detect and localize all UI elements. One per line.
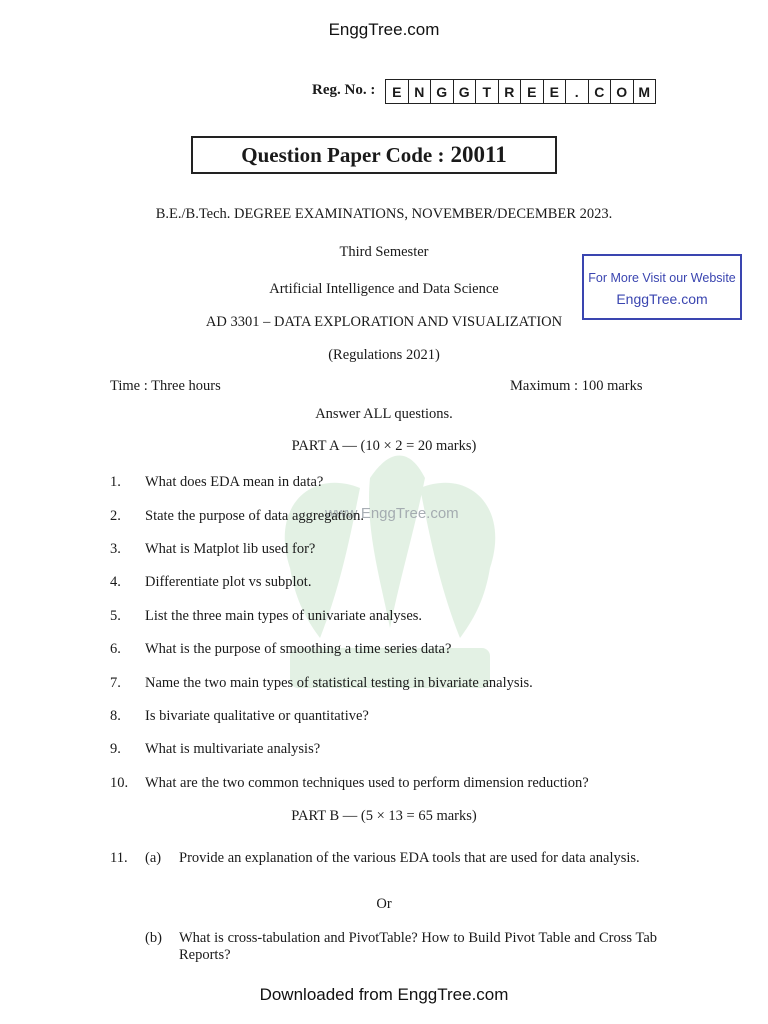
question-number: 1.	[110, 474, 121, 490]
part-b-heading: PART B — (5 × 13 = 65 marks)	[291, 808, 477, 824]
part-a-heading: PART A — (10 × 2 = 20 marks)	[291, 438, 477, 454]
question-text: Name the two main types of statistical testing in bivariate analysis.	[145, 675, 533, 691]
question-number: 5.	[110, 608, 121, 624]
question-text: Differentiate plot vs subplot.	[145, 574, 312, 590]
semester: Third Semester	[339, 244, 429, 260]
question-number: 10.	[110, 775, 129, 791]
department: Artificial Intelligence and Data Science	[269, 281, 499, 297]
reg-no-boxes	[385, 79, 656, 104]
or-separator: Or	[376, 896, 392, 912]
question-11b-text: What is cross-tabulation and PivotTable? How to Build Pivot Table and Cross Tab Reports?	[179, 930, 657, 963]
website-box-line1: For More Visit our Website	[588, 271, 736, 285]
question-11b-label: (b)	[145, 930, 162, 946]
question-text: What does EDA mean in data?	[145, 474, 324, 490]
question-text: What is multivariate analysis?	[145, 741, 321, 757]
question-text: What are the two common techniques used to perform dimension reduction?	[145, 775, 589, 791]
watermark-text: www.EnggTree.com	[325, 505, 459, 522]
question-11-number: 11.	[110, 850, 128, 866]
reg-char: N	[409, 80, 432, 103]
site-footer: Downloaded from EnggTree.com	[259, 985, 509, 1004]
question-text: What is Matplot lib used for?	[145, 541, 316, 557]
paper-code-label: Question Paper Code :	[241, 142, 445, 167]
reg-char: R	[499, 80, 522, 103]
question-text: State the purpose of data aggregation.	[145, 508, 365, 524]
reg-char: E	[521, 80, 544, 103]
reg-char: T	[476, 80, 499, 103]
time-label: Time : Three hours	[110, 378, 221, 394]
question-number: 9.	[110, 741, 121, 757]
question-number: 3.	[110, 541, 121, 557]
question-paper-code-box	[191, 136, 557, 174]
reg-char: M	[638, 83, 651, 100]
reg-no-label: Reg. No. :	[312, 82, 376, 98]
question-number: 4.	[110, 574, 121, 590]
reg-char: C	[589, 80, 612, 103]
website-box-link[interactable]: EnggTree.com	[616, 291, 708, 307]
question-number: 6.	[110, 641, 121, 657]
reg-char: G	[431, 80, 454, 103]
subject: AD 3301 – DATA EXPLORATION AND VISUALIZATION	[205, 314, 563, 330]
exam-title: B.E./B.Tech. DEGREE EXAMINATIONS, NOVEMBER/DECEMBER 2023.	[155, 206, 613, 222]
question-11a-label: (a)	[145, 850, 162, 866]
reg-char: E	[544, 80, 567, 103]
question-number: 8.	[110, 708, 121, 724]
question-11a-text: Provide an explanation of the various EDA tools that are used for data analysis.	[179, 850, 640, 866]
question-number: 2.	[110, 508, 121, 524]
reg-char: .	[566, 80, 589, 103]
question-text: Is bivariate qualitative or quantitative?	[145, 708, 369, 724]
reg-char: E	[386, 80, 409, 103]
maximum-marks: Maximum : 100 marks	[510, 378, 643, 394]
question-text: What is the purpose of smoothing a time series data?	[145, 641, 452, 657]
website-box[interactable]	[582, 254, 742, 320]
reg-char: O	[611, 80, 634, 103]
question-text: List the three main types of univariate analyses.	[145, 608, 423, 624]
site-header: EnggTree.com	[328, 20, 440, 39]
paper-code-number: 20011	[450, 142, 507, 167]
reg-char: G	[454, 80, 477, 103]
question-number: 7.	[110, 675, 121, 691]
regulations: (Regulations 2021)	[328, 347, 440, 363]
instructions: Answer ALL questions.	[315, 406, 453, 422]
